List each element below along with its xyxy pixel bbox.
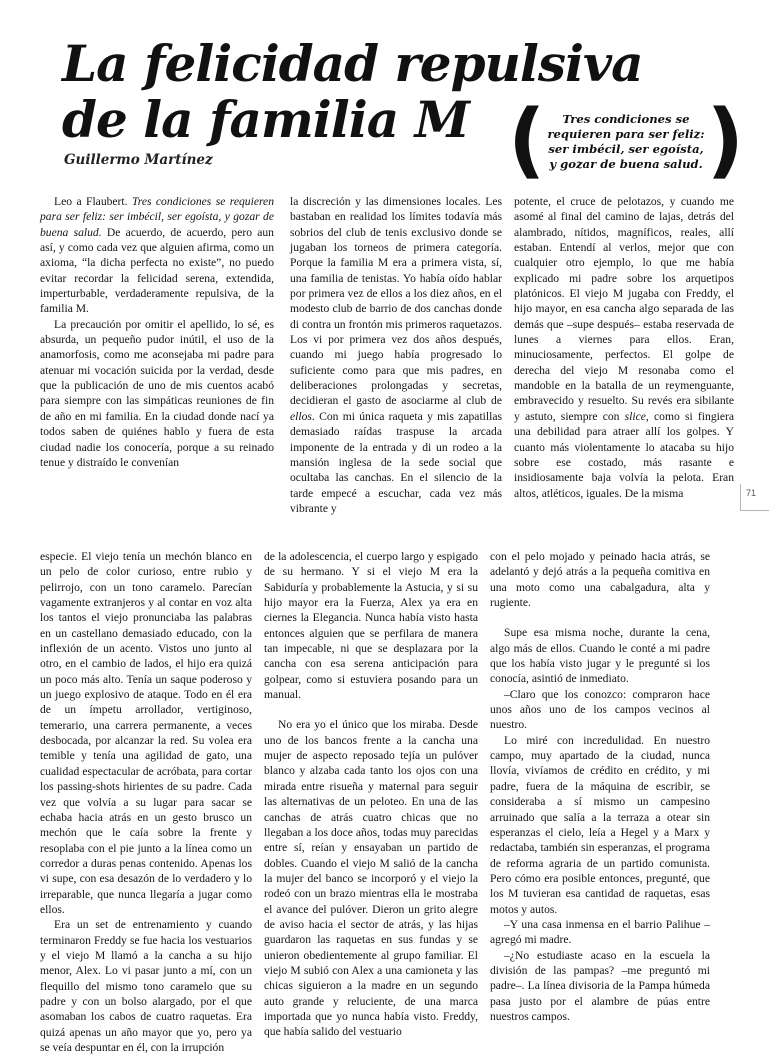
text-run: , como si fingiera una debilidad para atraer allí los golpes. Y cuanto más violentamente lo atacaba su hijo sobre ese costado, más rasante e insidiosamente baja volvía la pelota. Eran altos, atléticos, iguales. De la misma (514, 409, 734, 500)
paragraph (514, 194, 734, 501)
pull-quote-line: ser imbécil, ser egoísta, (548, 142, 704, 156)
italic-word: slice (624, 409, 646, 423)
paragraph: Era un set de entrenamiento y cuando terminaron Freddy se fue hacia los vestuarios y el viejo M llamó a la cancha a su hijo menor, Alex. Lo vi pasar junto a mí, con un flequillo del mismo tono caramelo que su padre y con un bolso alargado, por el que asomaban los cabos de cuatro raquetas. Era quizá apenas un año mayor que yo, pero ya se veía despuntar en él, con la irrupción (40, 918, 252, 1054)
column-3 (514, 194, 734, 500)
paragraph: –¿No estudiaste acaso en la escuela la división de las pampas? –me preguntó mi padre–. La línea divisoria de la Pampa húmeda pasa justo por el alambre de púas entre nuestros campos. (490, 948, 710, 1023)
pull-quote-text (530, 112, 722, 172)
author-byline: Guillermo Martínez (64, 152, 213, 168)
text-run: De acuerdo, de acuerdo, pero aun así, y como cada vez que alguien afirma, como un axioma, “la dicha perfecta no existe”, no puedo evitar recordar la felicidad serena, extendida, imperturbable, verdaderamente repulsiva, de la familia M. (40, 225, 274, 316)
column-1 (40, 194, 274, 480)
title-line-1: La felicidad repulsiva (62, 34, 643, 93)
paragraph: de la adolescencia, el cuerpo largo y espigado de su hermano. Y si el viejo M era la Sabiduría y probablemente la Astucia, y si su hijo mayor era la Fuerza, Alex ya era en ciernes la Elegancia. Nunca había visto hasta entonces alguien que se perfilara de manera tan impecable, ni que se desplazara por la cancha con esa serena anticipación para golpear, como si estuviera posando para un manual. (264, 550, 478, 702)
pull-quote-line: y gozar de buena salud. (549, 157, 703, 171)
paragraph: No era yo el único que los miraba. Desde uno de los bancos frente a la cancha una mujer de aspecto reposado tejía un pulóver blanco y alzaba cada tanto los ojos con una mirada entre risueña y maternal para seguir las alternativas de un peloteo. En una de las canchas de atrás cuatro chicas que no llegaban a los doce años, todas muy parecidas entre sí, reían y ensayaban un partido de dobles. Cuando el viejo M salió de la cancha la mujer del banco se incorporó y el viejo la rodeó con un brazo mientras ella le mostraba el avance del pulóver. Dieron un grito alegre de aviso hacia el sector de atrás, y las hijas guardaron las raquetas en sus fundas y se unieron obedientemente al grupo familiar. El viejo M subió con Alex a una camioneta y las chicas siguieron a la madre en un segundo auto grande y reluciente, de una marca importada que yo nunca había visto. Freddy, que había salido del vestuario (264, 718, 478, 1039)
right-parenthesis: ) (706, 93, 744, 188)
pull-quote (508, 93, 744, 190)
column-2 (290, 194, 502, 515)
italic-word: ellos (290, 409, 312, 423)
paragraph: Lo miré con incredulidad. En nuestro campo, muy apartado de la ciudad, nunca llovía, vivíamos de crédito en crédito, y mi padre, fuera de la máquina de escribir, se consideraba a sí mismo un campesino arruinado que salía a la terraza a otear sin esperanzas el cielo, leía a Hegel y a Marx y redactaba, también sin esperanzas, el programa de reforma agraria de un partido comunista. Pero cómo era posible entonces, pregunté, que los M tuvieran esa cantidad de raquetas, esas motos y autos. (490, 733, 710, 916)
paragraph: La precaución por omitir el apellido, lo sé, es absurda, un pequeño pudor inútil, el uso de la anamorfosis, como me aconsejaba mi padre para atenuar mi vocación suicida por la verdad, desde que la publicación de uno de mis cuentos acabó para siempre con las simpáticas reuniones de fin de año en mi familia. En la ciudad donde nací ya todos saben de quiénes hablo y fuera de esta ciudad nadie los conocería, porque a su reinado tenue y distraído le convenían (40, 317, 274, 469)
column-6 (490, 549, 710, 1023)
paragraph (40, 194, 274, 317)
paragraph: –Claro que los conozco: compraron hace unos años uno de los campos vecinos al nuestro. (490, 687, 710, 732)
column-4 (40, 549, 252, 1054)
paragraph (290, 194, 502, 516)
paragraph: –Y una casa inmensa en el barrio Palihue –agregó mi madre. (490, 917, 710, 947)
left-parenthesis: ( (508, 93, 546, 188)
text-run: la discreción y las dimensiones locales. Les bastaban en realidad los límites todavía más sobrios del club de tenis exclusivo donde se jugaban los torneos de primera categoría. Porque la familia M era a primera vista, sí, una familia de tenistas. Yo había oído hablar por primera vez de ellos a los diez años, en el modesto club de barrio de dos canchas donde di contra un frontón mis primeros raquetazos. Los vi por primera vez dos años después, cuando mi juego había progresado lo suficiente como para que mis padres, en deliberaciones prolongadas y secretas, decidieran el gasto de asociarme al club de (290, 195, 502, 408)
paragraph: especie. El viejo tenía un mechón blanco en un pelo de color curioso, entre rubio y pelirrojo, con un tono caramelo. Parecían vagamente extranjeros y al contar en voz alta los tantos el viejo pronunciaba las palabras en un castellano demasiado educado, con la inflexión de un acento. Vistos uno junto al otro, en el cambio de lados, el hijo era quizá un poco más alto. Tenía un saque poderoso y un juego explosivo de ataque. Todo en él era de un ímpetu arrollador, vertiginoso, temerario, una carrera permanente, a veces desbocada, por alcanzar la red. Su volea era temible y tenía una agilidad de gato, una cualidad espectacular de acróbata, para cortar los passing-shots hirientes de su padre. Cada vez que volvía a su lugar para sacar se echaba hacia atrás en un gesto brusco un mechón que le caía sobre la frente y resoplaba con el pie junto a la línea como un corredor a duras penas contenido. Apenas los vi supe, con esa desazón de lo verdadero y lo irreparable, que nunca llegaría a jugar como ellos. (40, 550, 252, 916)
paragraph: Supe esa misma noche, durante la cena, algo más de ellos. Cuando le conté a mi padre que los había visto jugar y le pregunté si los conocía, asintió de inmediato. (490, 626, 710, 686)
title-line-2: de la familia M (62, 90, 469, 149)
text-run: . Con mi única raqueta y mis zapatillas demasiado raídas traspuse la arcada imponente de la entrada y di un rodeo a la mansión inglesa de la sede social que ocultaba las canchas. En el silencio de la tarde empecé a escuchar, cada vez más vibrante y (290, 409, 502, 515)
pull-quote-line: Tres condiciones se (562, 112, 690, 126)
italic-quote: Tres condiciones se requieren para ser feliz: ser imbécil, ser egoísta, y gozar de buena salud. (40, 195, 274, 239)
column-5 (264, 549, 478, 1039)
page-number-box (740, 484, 769, 511)
text-run: Leo a Flaubert. (54, 195, 132, 208)
paragraph: con el pelo mojado y peinado hacia atrás, se adelantó y dejó atrás a la pequeña comitiva en una moto como una cabalgadura, alta y rugiente. (490, 550, 710, 610)
pull-quote-line: requieren para ser feliz: (547, 127, 705, 141)
text-run: potente, el cruce de pelotazos, y cuando me asomé al final del camino de lajas, detrás del alambrado, nítidos, magníficos, reales, allí estaban. Entendí al verlos, mejor que con cualquier otro ejemplo, lo que me había explicado mi padre sobre los arquetipos platónicos. El viejo M jugaba con Freddy, el hijo mayor, en esa cancha algo separada de las demás que –supe después– estaba reservada de lunes a viernes para ellos. Eran, minuciosamente, perfectos. El golpe de derecha del viejo M resonaba como el mandoble en la batalla de un reymenguante, embravecido y resuelto. Su revés era sibilante y astuto, siempre con (514, 195, 734, 423)
page-number: 71 (746, 488, 757, 498)
